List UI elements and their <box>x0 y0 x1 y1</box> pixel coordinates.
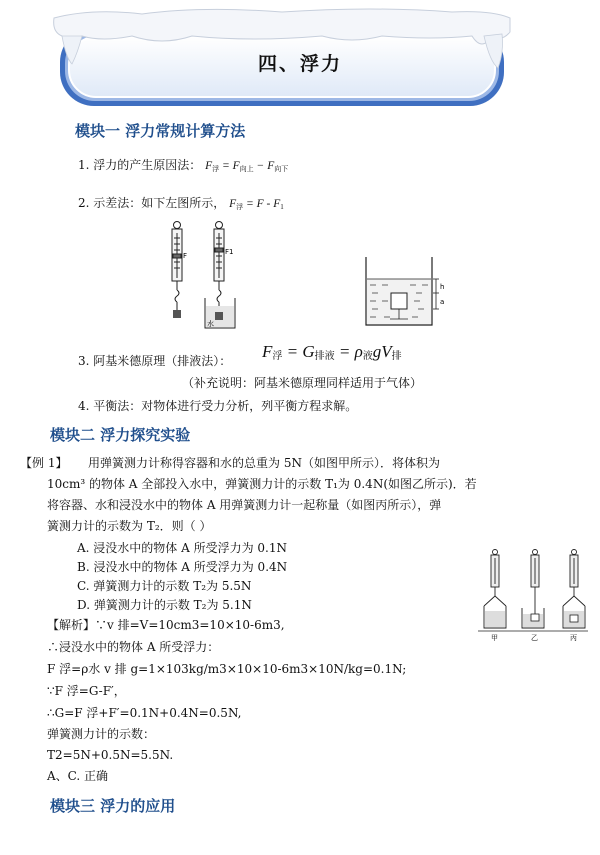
scale2-label: F1 <box>225 248 234 256</box>
fig-label-yi: 乙 <box>531 634 538 642</box>
fig-label-bing: 丙 <box>570 634 577 642</box>
item4: 4. 平衡法：对物体进行受力分析，列平衡方程求解。 <box>78 399 358 413</box>
module3-heading: 模块三 浮力的应用 <box>50 797 176 815</box>
example-line-4: 簧测力计的示数为 T₂．则（ ） <box>47 519 212 533</box>
page-title: 四、浮力 <box>257 53 342 75</box>
item1-text: 1. 浮力的产生原因法： <box>78 158 202 172</box>
item2-formula: $F_浮 = F - F_1$ <box>229 198 284 211</box>
module2-heading: 模块二 浮力探究实验 <box>50 426 191 444</box>
item3-text: 3. 阿基米德原理（排液法）： <box>78 354 232 368</box>
example-tag: 【例 1】 <box>20 456 68 470</box>
scale1-label: F <box>183 252 188 260</box>
solution-line-2: ∴浸没水中的物体 A 所受浮力： <box>47 640 220 654</box>
item3-note: （补充说明：阿基米德原理同样适用于气体） <box>182 376 423 390</box>
option-a: A. 浸没水中的物体 A 所受浮力为 0.1N <box>77 541 287 555</box>
solution-line-5: ∴G=F 浮+F′=0.1N+0.4N=0.5N, <box>47 706 242 720</box>
h-label: h <box>440 283 445 291</box>
spring-scale-figure <box>155 220 245 332</box>
module1-heading: 模块一 浮力常规计算方法 <box>75 122 246 140</box>
item3 <box>78 353 231 369</box>
example-line-1: 用弹簧测力计称得容器和水的总重为 5N（如图甲所示）．将体积为 <box>88 456 440 470</box>
solution-line-3: F 浮=ρ水 v 排 g=1×103kg/m3×10×10-6m3×10N/kg=0.1N; <box>47 662 407 676</box>
item1 <box>78 157 288 177</box>
solution-line-8: A、C. 正确 <box>47 769 109 783</box>
water-label: 水 <box>207 320 214 328</box>
solution-line-4: ∵F 浮=G-F′， <box>47 684 126 698</box>
a-label: a <box>440 298 445 306</box>
archimedes-formula: $F_浮 = G_{排液} = \rho_液gV_排$ <box>262 342 402 362</box>
fig-label-jia: 甲 <box>491 634 498 642</box>
example-line-3: 将容器、水和浸没水中的物体 A 用弹簧测力计一起称量（如图丙所示），弹 <box>47 498 442 512</box>
solution-line-1: 【解析】∵v 排=V=10cm3=10×10-6m3, <box>47 618 285 632</box>
solution-line-7: T2=5N+0.5N=5.5N. <box>47 748 174 762</box>
option-c: C. 弹簧测力计的示数 T₂为 5.5N <box>77 579 252 593</box>
item2-text: 2. 示差法：如下左图所示， <box>78 196 226 210</box>
solution-line-6: 弹簧测力计的示数： <box>47 727 156 741</box>
example-line-2: 10cm³ 的物体 A 全部投入水中，弹簧测力计的示数 T₁为 0.4N(如图乙所示)．若 <box>47 477 477 491</box>
option-d: D. 弹簧测力计的示数 T₂为 5.1N <box>77 598 252 612</box>
example-figure <box>478 548 588 643</box>
item2 <box>78 195 284 215</box>
container-figure <box>360 255 450 330</box>
option-b: B. 浸没水中的物体 A 所受浮力为 0.4N <box>77 560 288 574</box>
item1-formula: $F_浮 = F_{向上} - F_{向下}$ <box>205 160 289 173</box>
